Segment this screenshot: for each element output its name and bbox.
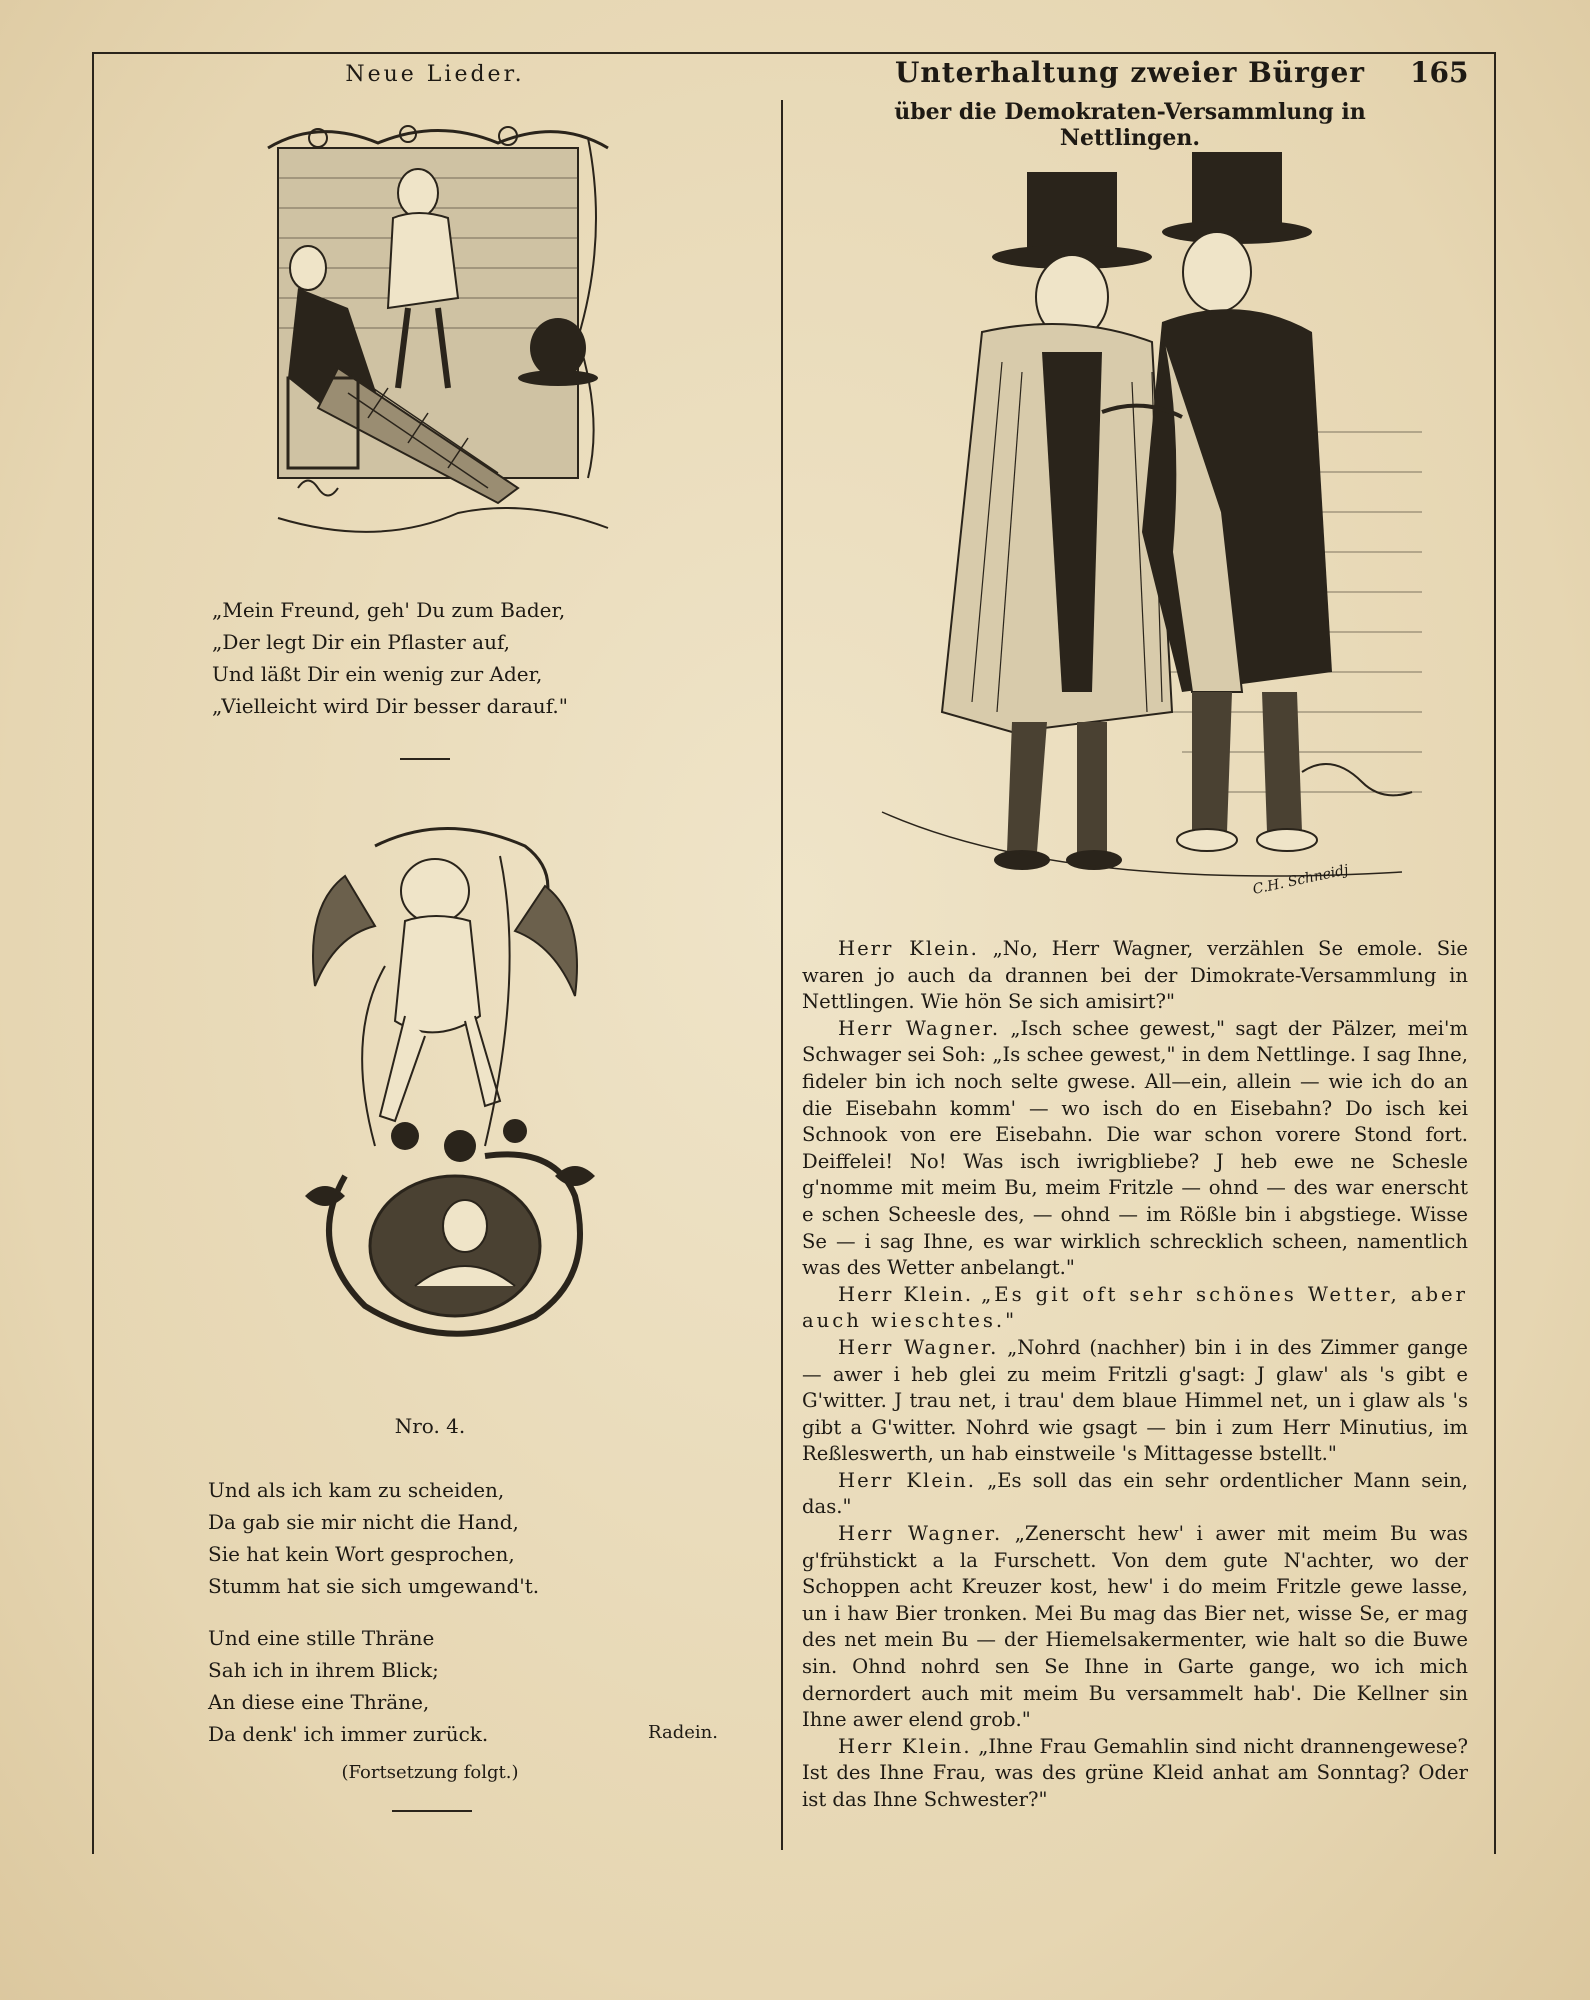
illustration-signature: C.H. Schneidj: [1251, 862, 1350, 898]
speaker-name: Herr Klein.: [838, 1734, 972, 1758]
poem-number-caption: Nro. 4.: [394, 1414, 466, 1438]
poem-line: „Der legt Dir ein Pflaster auf,: [212, 630, 511, 654]
poem-line: An diese eine Thräne,: [208, 1690, 430, 1714]
poem-line: Und läßt Dir ein wenig zur Ader,: [212, 662, 543, 686]
poem-line: „Mein Freund, geh' Du zum Bader,: [212, 598, 566, 622]
article-title-line1: Unterhaltung zweier Bürger: [894, 56, 1366, 89]
speech-text: „No, Herr Wagner, verzählen Se emole. Sie waren jo auch da drannen bei der Dimokrate-Versammlung in Nettlingen. Wie hön Se sich amisirt?": [802, 937, 1468, 1014]
poem-line: Stumm hat sie sich umgewand't.: [208, 1574, 540, 1598]
speaker-name: Herr Wagner.: [838, 1335, 999, 1359]
illustration-two-burghers: [862, 132, 1422, 922]
dialogue-paragraph: [802, 1468, 1468, 1521]
poem-author: Radein.: [648, 1722, 718, 1743]
speech-text: „Ihne Frau Gemahlin sind nicht drannengewese? Ist des Ihne Frau, was des grüne Kleid anhat am Sonntag? Oder ist das Ihne Schwester?": [802, 1734, 1468, 1811]
article-title-line2: über die Demokraten-Versammlung in Nettlingen.: [894, 99, 1366, 151]
poem-first: [212, 594, 568, 722]
speech-text: „Es soll das ein sehr ordentlicher Mann sein, das.": [802, 1468, 1469, 1519]
speech-text: „Zenerscht hew' i awer mit meim Bu was g'frühstickt a la Furschett. Von dem gute N'achter, wo der Schoppen acht Kreuzer kost, hew' i do meim Fritzle gewe lasse, un i haw Bier tronken. Mei Bu mag das Bier net, wisse Se, er mag des net mein Bu — der Hiemelsakermenter, wie halt so die Buwe sin. Ohnd nohrd sen Se Ihne in Garte gange, wo ich mich dernordert auch mit meim Bu versammelt hab'. Die Kellner sin Ihne awer elend grob.": [802, 1522, 1468, 1732]
poem-line: Da denk' ich immer zurück.: [208, 1722, 489, 1746]
dialogue-paragraph: [802, 1734, 1468, 1814]
column-rule: [781, 100, 783, 1850]
poem-line: Da gab sie mir nicht die Hand,: [208, 1510, 519, 1534]
speaker-name: Herr Klein.: [838, 937, 979, 960]
separator-dash: [392, 1810, 472, 1812]
speech-text: „Nohrd (nachher) bin i in des Zimmer gange — awer i heb glei zu meim Fritzli g'sagt: J glaw' als 's gibt e G'witter. J trau net, i trau' dem blaue Himmel net, un i glaw als 's gibt a G'witter. Nohrd wie gsagt — bin i zum Herr Minutius, im Reßleswerth, un hab einstweile 's Mittagesse bstellt.": [802, 1335, 1468, 1466]
continuation-note: (Fortsetzung folgt.): [341, 1762, 519, 1783]
speaker-name: Herr Wagner.: [838, 1522, 1003, 1546]
dialogue-paragraph: [802, 936, 1468, 1016]
dialogue-paragraph: [802, 1282, 1468, 1335]
separator-dash: [400, 758, 450, 760]
speech-text: „Es git oft sehr schönes Wetter, aber auch wieschtes.": [802, 1282, 1468, 1333]
poem-second-stanza2: [208, 1622, 488, 1750]
speaker-name: Herr Klein.: [838, 1468, 977, 1492]
speaker-name: Herr Klein.: [838, 1282, 974, 1306]
poem-line: Sah ich in ihrem Blick;: [208, 1658, 439, 1682]
speaker-name: Herr Wagner.: [838, 1016, 1001, 1040]
illustration-cherub-vignette: [285, 816, 615, 1356]
dialogue-paragraph: [802, 1016, 1468, 1282]
illustration-sick-man-with-attendant: [258, 118, 628, 558]
dialogue-paragraph: [802, 1521, 1468, 1734]
left-column-heading: Neue Lieder.: [345, 62, 525, 87]
poem-line: „Vielleicht wird Dir besser darauf.": [212, 694, 568, 718]
page-number: 165: [1410, 56, 1469, 89]
speech-text: „Isch schee gewest," sagt der Pälzer, mei'm Schwager sei Soh: „Is schee gewest," in dem Nettlinge. I sag Ihne, fideler bin ich noch selte gwese. All—ein, allein — wie ich do an die Eisebahn komm' — wo isch do en Eisebahn? Do isch kei Schnook von ere Eisebahn. Die war schon vorere Stond fort. Deiffelei! No! Was isch iwrigbliebe? J heb ewe ne Schesle g'nomme mit meim Bu, meim Fritzle — ohnd — des war enerscht e schen Scheesle des, — ohnd — im Rößle bin i abgstiege. Wisse Se — i sag Ihne, es war wirklich schrecklich scheen, namentlich was des Wetter anbelangt.": [802, 1016, 1468, 1280]
poem-line: Und als ich kam zu scheiden,: [208, 1478, 505, 1502]
poem-line: Sie hat kein Wort gesprochen,: [208, 1542, 515, 1566]
dialogue-text: [802, 936, 1468, 1814]
poem-second-stanza1: [208, 1474, 539, 1602]
dialogue-paragraph: [802, 1335, 1468, 1468]
poem-line: Und eine stille Thräne: [208, 1626, 435, 1650]
